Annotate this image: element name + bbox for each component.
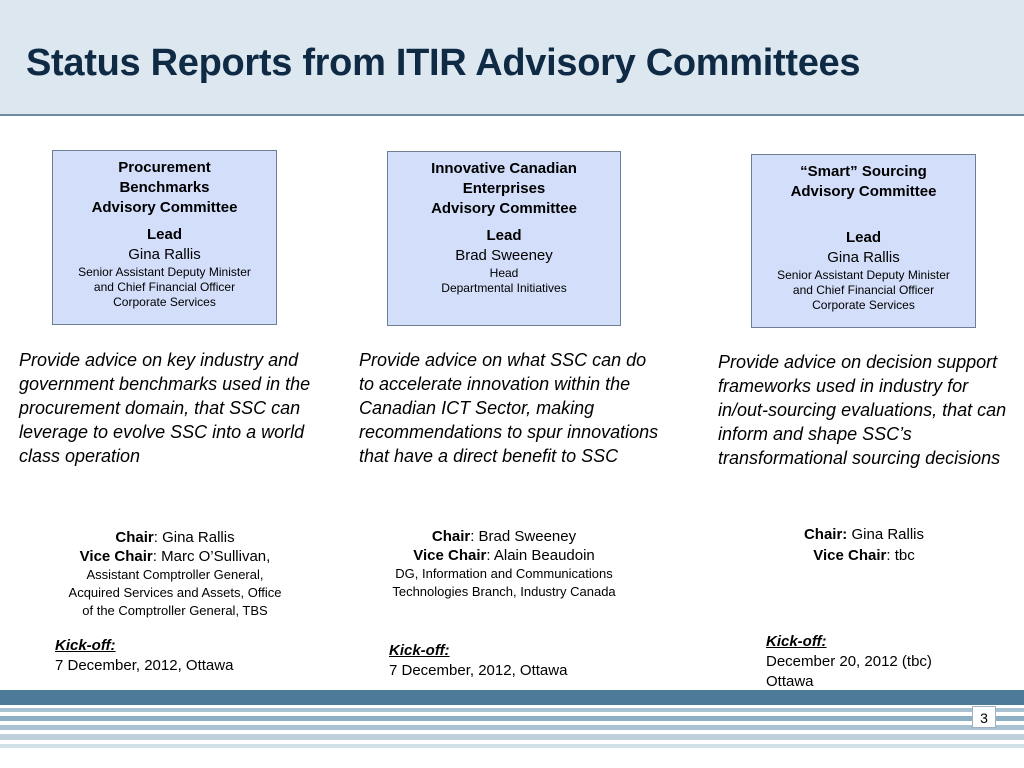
chair-name: : Brad Sweeney (470, 528, 577, 545)
chair-line (40, 528, 310, 547)
vice-chair-name: : tbc (886, 547, 915, 564)
chair-name: : Gina Rallis (153, 529, 235, 546)
lead-name: Brad Sweeney (455, 247, 553, 264)
committee-chairs (364, 527, 644, 601)
vice-chair-label: Vice Chair (813, 547, 887, 564)
committee-description: Provide advice on key industry and government benchmarks used in the procurement domain, that SSC can leverage to evolve SSC into a world class operation (19, 350, 311, 466)
vice-chair-line (364, 546, 644, 565)
committee-chairs (754, 524, 974, 566)
footer-stripe (0, 744, 1024, 748)
lead-title: Senior Assistant Deputy Minister and Chief Financial Officer Corporate Services (78, 265, 251, 309)
committee-name: Innovative Canadian Enterprises Advisory Committee (431, 160, 577, 217)
committee-chairs (40, 528, 310, 620)
vice-chair-line (754, 545, 974, 566)
vice-chair-label: Vice Chair (413, 547, 487, 564)
lead-heading: Lead (845, 229, 881, 246)
vice-chair-name: : Alain Beaudoin (486, 547, 595, 564)
kickoff (389, 641, 567, 681)
lead-title: Senior Assistant Deputy Minister and Chief Financial Officer Corporate Services (777, 268, 950, 312)
committee-name: “Smart” Sourcing Advisory Committee (790, 163, 937, 200)
page-title: Status Reports from ITIR Advisory Committees (26, 42, 861, 84)
lead-name: Gina Rallis (128, 246, 201, 263)
kickoff-label: Kick-off: (389, 642, 450, 659)
footer-stripe (0, 725, 1024, 730)
kickoff-place: Ottawa (766, 673, 814, 690)
title-bar (0, 0, 1024, 116)
kickoff-date: December 20, 2012 (tbc) (766, 653, 932, 670)
chair-line (754, 524, 974, 545)
lead-heading: Lead (146, 226, 182, 243)
kickoff-label: Kick-off: (766, 633, 827, 650)
committee-description: Provide advice on what SSC can do to accelerate innovation within the Canadian ICT Sector, making recommendations to spur innovations that have a direct benefit to SSC (359, 350, 659, 466)
chair-line (364, 527, 644, 546)
chair-label: Chair: (803, 526, 848, 543)
footer-stripe (0, 708, 1024, 712)
chair-name: Gina Rallis (847, 526, 925, 543)
committee-box-procurement (52, 150, 277, 325)
vice-chair-line (40, 547, 310, 566)
kickoff-label: Kick-off: (55, 637, 116, 654)
chair-label: Chair (115, 529, 154, 546)
page-number: 3 (972, 706, 996, 728)
kickoff (766, 632, 932, 692)
kickoff-date: 7 December, 2012, Ottawa (55, 657, 234, 674)
lead-name: Gina Rallis (827, 249, 900, 266)
vice-chair-label: Vice Chair (79, 548, 153, 565)
vice-chair-affiliation: Assistant Comptroller General, Acquired Services and Assets, Office of the Comptroller General, TBS (68, 567, 282, 618)
footer-stripe (0, 716, 1024, 721)
committee-description: Provide advice on decision support frameworks used in industry for in/out-sourcing evaluations, that can inform and shape SSC’s transformational sourcing decisions (718, 352, 1007, 468)
lead-title: Head Departmental Initiatives (441, 266, 567, 295)
committee-box-smart-sourcing (751, 154, 976, 328)
lead-heading: Lead (486, 227, 522, 244)
footer-stripe (0, 690, 1024, 705)
committee-name: Procurement Benchmarks Advisory Committee (91, 159, 238, 216)
committee-box-innovative-canadian (387, 151, 621, 326)
vice-chair-affiliation: DG, Information and Communications Technologies Branch, Industry Canada (392, 566, 616, 599)
kickoff-date: 7 December, 2012, Ottawa (389, 662, 568, 679)
footer-stripe (0, 734, 1024, 740)
kickoff (55, 636, 233, 676)
chair-label: Chair (431, 528, 471, 545)
vice-chair-name: : Marc O’Sullivan, (152, 548, 271, 565)
